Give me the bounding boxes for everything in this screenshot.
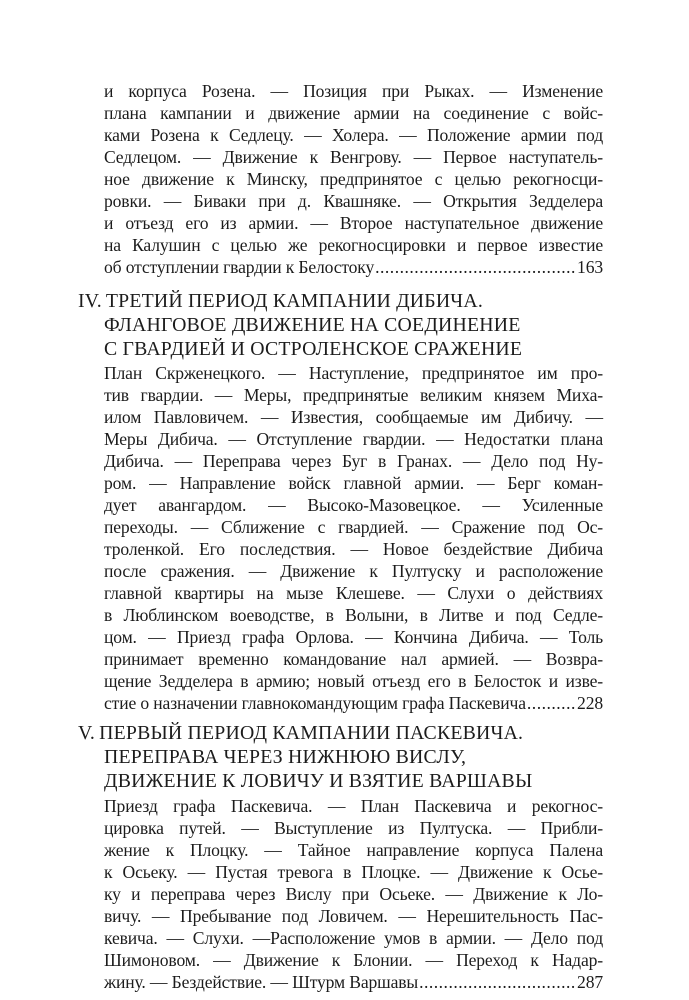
- toc-text-line: кевича. — Слухи. —Расположение умов в армии. — Дело под: [104, 928, 603, 948]
- toc-text-line: План Скрженецкого. — Наступление, предпринятое им про-: [104, 363, 603, 383]
- chapter-number: IV.: [78, 290, 102, 312]
- toc-text-line: переходы. — Сближение с гвардией. — Сражение под Ос-: [104, 517, 603, 537]
- toc-text-line: и отъезд его из армии. — Второе наступательное движение: [104, 213, 603, 233]
- toc-text-line: главной квартиры на мызе Клешеве. — Слухи о действиях: [104, 583, 603, 603]
- toc-text-line: Шимоновом. — Движение к Блонии. — Переход к Надар-: [104, 950, 603, 970]
- toc-text-line: цировка путей. — Выступление из Пултуска. — Прибли-: [104, 818, 603, 838]
- toc-text-line: Приезд графа Паскевича. — План Паскевича и рекогнос-: [104, 796, 603, 816]
- toc-text-line: жение к Плоцку. — Тайное направление корпуса Палена: [104, 840, 603, 860]
- toc-text-line: ром. — Направление войск главной армии. — Берг коман-: [104, 473, 603, 493]
- dot-leader: [375, 256, 576, 278]
- toc-text-line: Дибича. — Переправа через Буг в Гранах. — Дело под Ну-: [104, 451, 603, 471]
- toc-text-line: дует авангардом. — Высоко-Мазовецкое. — Усиленные: [104, 495, 603, 515]
- chapter-heading-line: [78, 721, 523, 745]
- toc-text-line: вичу. — Пребывание под Ловичем. — Нерешительность Пас-: [104, 906, 603, 926]
- chapter-number: V.: [78, 722, 96, 744]
- toc-entry-end-line: [104, 971, 603, 993]
- toc-text-line: в Люблинском воеводстве, в Волыни, в Литве и под Седле-: [104, 605, 603, 625]
- chapter-title-line: ПЕРЕПРАВА ЧЕРЕЗ НИЖНЮЮ ВИСЛУ,: [104, 746, 467, 768]
- toc-text-line: и корпуса Розена. — Позиция при Рыках. — Изменение: [104, 81, 603, 101]
- toc-text-line: плана кампании и движение армии на соединение с войс-: [104, 103, 603, 123]
- chapter-title-line: С ГВАРДИЕЙ И ОСТРОЛЕНСКОЕ СРАЖЕНИЕ: [104, 338, 523, 360]
- page-number: 163: [577, 257, 603, 277]
- dot-leader: [527, 692, 576, 714]
- toc-text-line: ку и переправа через Вислу при Осьеке. — Движение к Ло-: [104, 884, 603, 904]
- chapter-title-line: ДВИЖЕНИЕ К ЛОВИЧУ И ВЗЯТИЕ ВАРШАВЫ: [104, 770, 533, 792]
- toc-text-line: жину. — Бездействие. — Штурм Варшавы: [104, 972, 419, 992]
- toc-text-line: ровки. — Биваки при д. Квашняке. — Открытия Зедделера: [104, 191, 603, 211]
- toc-entry-end-line: [104, 692, 603, 714]
- page-number: 287: [577, 972, 603, 992]
- toc-text-line: об отступлении гвардии к Белостоку: [104, 257, 375, 277]
- toc-entry-end-line: [104, 256, 603, 278]
- toc-text-line: ками Розена к Седлецу. — Холера. — Положение армии под: [104, 125, 603, 145]
- toc-text-line: Меры Дибича. — Отступление гвардии. — Недостатки плана: [104, 429, 603, 449]
- toc-text-line: ное движение к Минску, предпринятое с целью рекогносци-: [104, 169, 603, 189]
- chapter-title-line: ПЕРВЫЙ ПЕРИОД КАМПАНИИ ПАСКЕВИЧА.: [99, 722, 524, 744]
- toc-text-line: принимает временно командование нал армией. — Возвра-: [104, 649, 603, 669]
- toc-text-line: троленкой. Его последствия. — Новое бездействие Дибича: [104, 539, 603, 559]
- toc-text-line: щение Зедделера в армию; новый отъезд его в Белосток и изве-: [104, 671, 603, 691]
- toc-text-line: стие о назначении главнокомандующим графа Паскевича: [104, 693, 526, 713]
- dot-leader: [419, 971, 576, 993]
- toc-text-line: тив гвардии. — Меры, предпринятые великим князем Миха-: [104, 385, 603, 405]
- toc-text-line: к Осьеку. — Пустая тревога в Плоцке. — Движение к Осье-: [104, 862, 603, 882]
- toc-text-line: илом Павловичем. — Известия, сообщаемые им Дибичу. —: [104, 407, 603, 427]
- chapter-title-line: ТРЕТИЙ ПЕРИОД КАМПАНИИ ДИБИЧА.: [105, 290, 483, 312]
- toc-text-line: на Калушин с целью же рекогносцировки и первое известие: [104, 235, 603, 255]
- toc-text-line: Седлецом. — Движение к Венгрову. — Первое наступатель-: [104, 147, 603, 167]
- page-number: 228: [577, 693, 603, 713]
- toc-text-line: цом. — Приезд графа Орлова. — Кончина Дибича. — Толь: [104, 627, 603, 647]
- chapter-heading-line: [78, 289, 483, 313]
- chapter-title-line: ФЛАНГОВОЕ ДВИЖЕНИЕ НА СОЕДИНЕНИЕ: [104, 314, 521, 336]
- toc-text-line: после сражения. — Движение к Пултуску и расположение: [104, 561, 603, 581]
